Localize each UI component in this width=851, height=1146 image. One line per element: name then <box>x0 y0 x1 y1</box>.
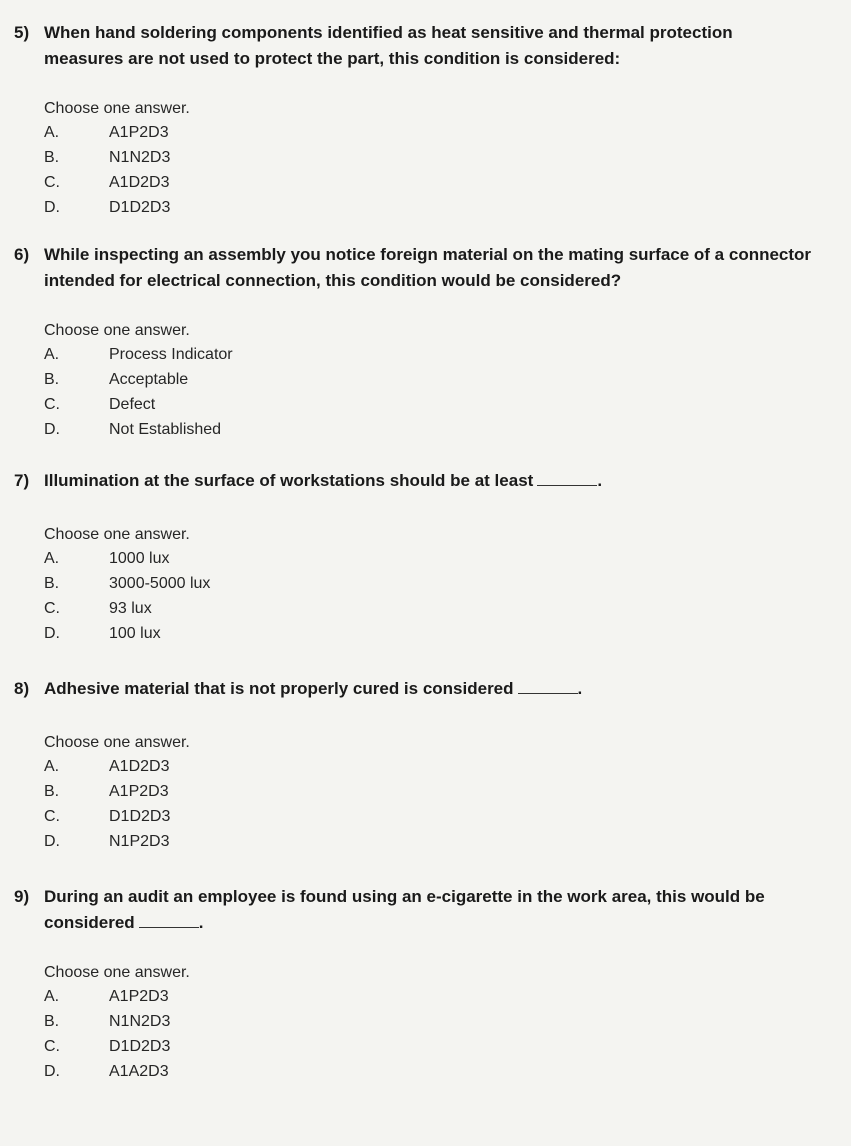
option-label: A1D2D3 <box>109 758 170 775</box>
answer-option-b[interactable] <box>44 367 814 392</box>
option-label: Acceptable <box>109 371 189 388</box>
option-label: A1P2D3 <box>109 783 169 800</box>
answer-option-b[interactable] <box>44 571 814 596</box>
answer-option-d[interactable] <box>44 1059 814 1084</box>
answer-blank <box>537 471 597 486</box>
option-letter: D. <box>44 1063 60 1080</box>
option-letter: D. <box>44 421 60 438</box>
choose-one-answer-label: Choose one answer. <box>44 734 190 751</box>
answer-option-d[interactable] <box>44 621 814 646</box>
option-label: D1D2D3 <box>109 199 171 216</box>
question-number: 9) <box>14 887 30 906</box>
option-label: A1P2D3 <box>109 124 169 141</box>
option-label: A1P2D3 <box>109 988 169 1005</box>
option-label: A1D2D3 <box>109 174 170 191</box>
option-letter: B. <box>44 371 60 388</box>
option-letter: C. <box>44 600 60 617</box>
option-letter: B. <box>44 783 60 800</box>
choose-one-answer-label: Choose one answer. <box>44 100 190 117</box>
answer-option-d[interactable] <box>44 829 814 854</box>
question-text-content: Adhesive material that is not properly cured is considered <box>44 679 514 698</box>
question-text <box>44 20 814 72</box>
question-number: 6) <box>14 245 30 264</box>
option-label: 100 lux <box>109 625 161 642</box>
option-letter: D. <box>44 199 60 216</box>
answer-option-b[interactable] <box>44 145 814 170</box>
option-letter: C. <box>44 396 60 413</box>
option-label: Defect <box>109 396 156 413</box>
answer-option-a[interactable] <box>44 120 814 145</box>
option-letter: C. <box>44 1038 60 1055</box>
option-label: N1N2D3 <box>109 149 171 166</box>
option-letter: B. <box>44 149 60 166</box>
option-letter: A. <box>44 124 60 141</box>
option-label: 3000-5000 lux <box>109 575 211 592</box>
answer-option-a[interactable] <box>44 984 814 1009</box>
choose-one-answer-label: Choose one answer. <box>44 526 190 543</box>
choose-one-answer-label: Choose one answer. <box>44 322 190 339</box>
option-letter: A. <box>44 346 60 363</box>
question-text <box>44 884 814 936</box>
question-text-content: When hand soldering components identified as heat sensitive and thermal protection measures are not used to protect the part, this condition is considered: <box>44 23 733 68</box>
option-letter: A. <box>44 758 60 775</box>
option-label: N1P2D3 <box>109 833 170 850</box>
question-8 <box>14 676 814 854</box>
option-label: A1A2D3 <box>109 1063 169 1080</box>
blank-period: . <box>597 471 603 490</box>
question-text <box>44 676 814 702</box>
question-text <box>44 242 814 294</box>
option-letter: B. <box>44 1013 60 1030</box>
question-number: 8) <box>14 679 30 698</box>
question-5 <box>14 20 814 220</box>
option-label: N1N2D3 <box>109 1013 171 1030</box>
question-number: 5) <box>14 23 30 42</box>
question-text-content: During an audit an employee is found using an e-cigarette in the work area, this would be considered <box>44 887 765 932</box>
blank-period: . <box>198 913 204 932</box>
option-label: Not Established <box>109 421 222 438</box>
answer-option-c[interactable] <box>44 596 814 621</box>
option-letter: A. <box>44 550 60 567</box>
question-number: 7) <box>14 471 30 490</box>
answer-option-d[interactable] <box>44 417 814 442</box>
option-letter: A. <box>44 988 60 1005</box>
blank-period: . <box>577 679 583 698</box>
answer-option-d[interactable] <box>44 195 814 220</box>
question-stem <box>14 468 814 494</box>
option-label: 1000 lux <box>109 550 170 567</box>
option-letter: C. <box>44 174 60 191</box>
answer-option-c[interactable] <box>44 1034 814 1059</box>
option-label: Process Indicator <box>109 346 233 363</box>
question-stem <box>14 676 814 702</box>
answer-option-b[interactable] <box>44 779 814 804</box>
question-6 <box>14 242 814 442</box>
option-letter: D. <box>44 833 60 850</box>
question-stem <box>14 242 814 294</box>
question-stem <box>14 884 814 936</box>
question-7 <box>14 468 814 646</box>
answer-option-b[interactable] <box>44 1009 814 1034</box>
option-letter: B. <box>44 575 60 592</box>
answer-option-c[interactable] <box>44 170 814 195</box>
answer-option-a[interactable] <box>44 342 814 367</box>
option-label: D1D2D3 <box>109 808 171 825</box>
answer-option-c[interactable] <box>44 392 814 417</box>
answer-blank <box>518 679 578 694</box>
choose-one-answer-label: Choose one answer. <box>44 964 190 981</box>
question-text-content: While inspecting an assembly you notice foreign material on the mating surface of a connector intended for electrical connection, this condition would be considered? <box>44 245 812 290</box>
answer-blank <box>139 913 199 928</box>
question-9 <box>14 884 814 1084</box>
option-letter: C. <box>44 808 60 825</box>
option-label: 93 lux <box>109 600 152 617</box>
answer-option-c[interactable] <box>44 804 814 829</box>
question-text-content: Illumination at the surface of workstations should be at least <box>44 471 534 490</box>
question-text <box>44 468 814 494</box>
option-letter: D. <box>44 625 60 642</box>
answer-option-a[interactable] <box>44 754 814 779</box>
answer-option-a[interactable] <box>44 546 814 571</box>
question-stem <box>14 20 814 72</box>
option-label: D1D2D3 <box>109 1038 171 1055</box>
